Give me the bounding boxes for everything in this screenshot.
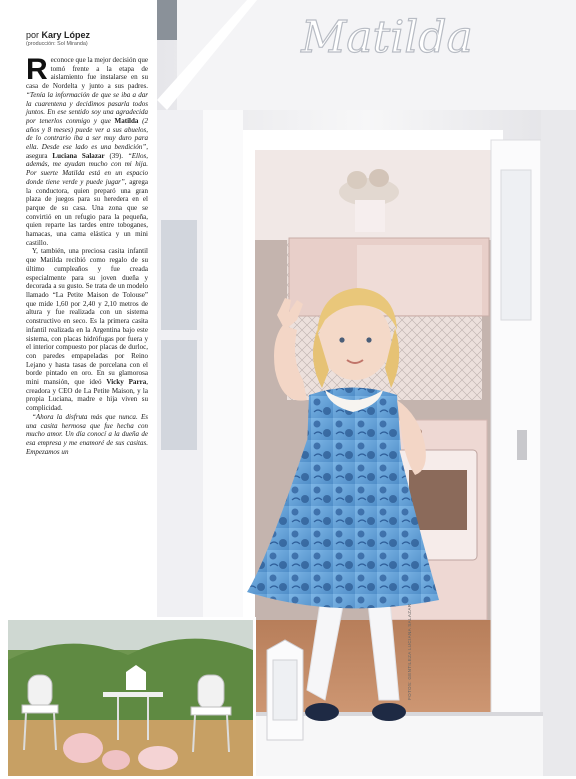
text-run: Y, también, una preciosa casita infantil que Matilda recibió como regalo de su último cumpleaños y fue creada especialmente para su joven dueña y decorada a su gusto. Se trata de un modelo llamado “La Petite Maison de Tolouse” que mide 1,60 por 2,40 y 2,10 metros de altura y fue realizada con un sistema constructivo en seco. Es la primera casita infantil realizada en la Argentina bajo este sistema, con placas hidrófugas por fuera y el interior compuesto por placas de durloc, con paredes empapeladas por Reino Lejano y hasta tasas de porcelana con el borde pintado en oro. En su glamorosa mini mansión, que ideó (26, 247, 148, 387)
author-name: Kary López (41, 30, 91, 40)
inset-photo (5, 617, 256, 779)
text-run: , asegura (26, 143, 148, 160)
byline-prefix: por (26, 30, 40, 40)
paragraph-2 (26, 247, 148, 412)
byline (26, 30, 90, 40)
quote-run: (2 años y 8 meses) puede ver a sus abuelos, de lo contrario iba a ser muy duro para ella. Desde ese lado es una bendición” (26, 116, 149, 152)
drop-cap: R (26, 53, 48, 86)
photo-credit: FOTOS: GENTILEZA LUCIANA SALAZAR (407, 603, 412, 700)
quote-run: “Tenía la información de que se iba a dar la cuarentena y decidimos pasarla todos juntos. En ese sentido soy una agradecida por tenerlos conmigo y que (26, 90, 148, 125)
quote-run: “Ahora la disfruta más que nunca. Es una casita hermosa que fue hecha con mucho amor. Un día conocí a la dueña de esa empresa y me enamoré de sus casitas. Empezamos un (26, 412, 148, 456)
name-vicky: Vicky Parra (106, 378, 147, 387)
production-credit: (producción: Sol Miranda) (26, 41, 88, 47)
text-run: , agrega la conductora, quien preparó una gran plaza de juegos para su heredera en el parque de su casa. Una zona que se convirtió en un refugio para la pequeña, quien reparte las tardes entre toboganes, hamacas, una cama elástica y un mini castillo. (26, 177, 148, 247)
name-luciana: Luciana Salazar (52, 151, 105, 160)
garden-scene (8, 620, 253, 776)
quote-run: “Ellos, además, me ayudan mucho con mi hija. Por suerte Matilda está en un espacio donde tiene verde y puede jugar” (26, 151, 148, 186)
text-run: (39). (104, 151, 128, 160)
name-matilda: Matilda (114, 116, 139, 125)
paragraph-1 (26, 53, 149, 247)
text-run: , creadora y CEO de La Petite Maison, y la propia Luciana, madre e hija viven su complicidad. (26, 378, 148, 413)
matilda-sign: Matilda (301, 12, 473, 63)
text-run: econoce que la mejor decisión que tomó frente a la etapa de aislamiento fue instalarse en su casa de Nordelta y junto a sus padres. (26, 56, 148, 91)
article-body (26, 53, 149, 456)
paragraph-3 (26, 413, 148, 457)
